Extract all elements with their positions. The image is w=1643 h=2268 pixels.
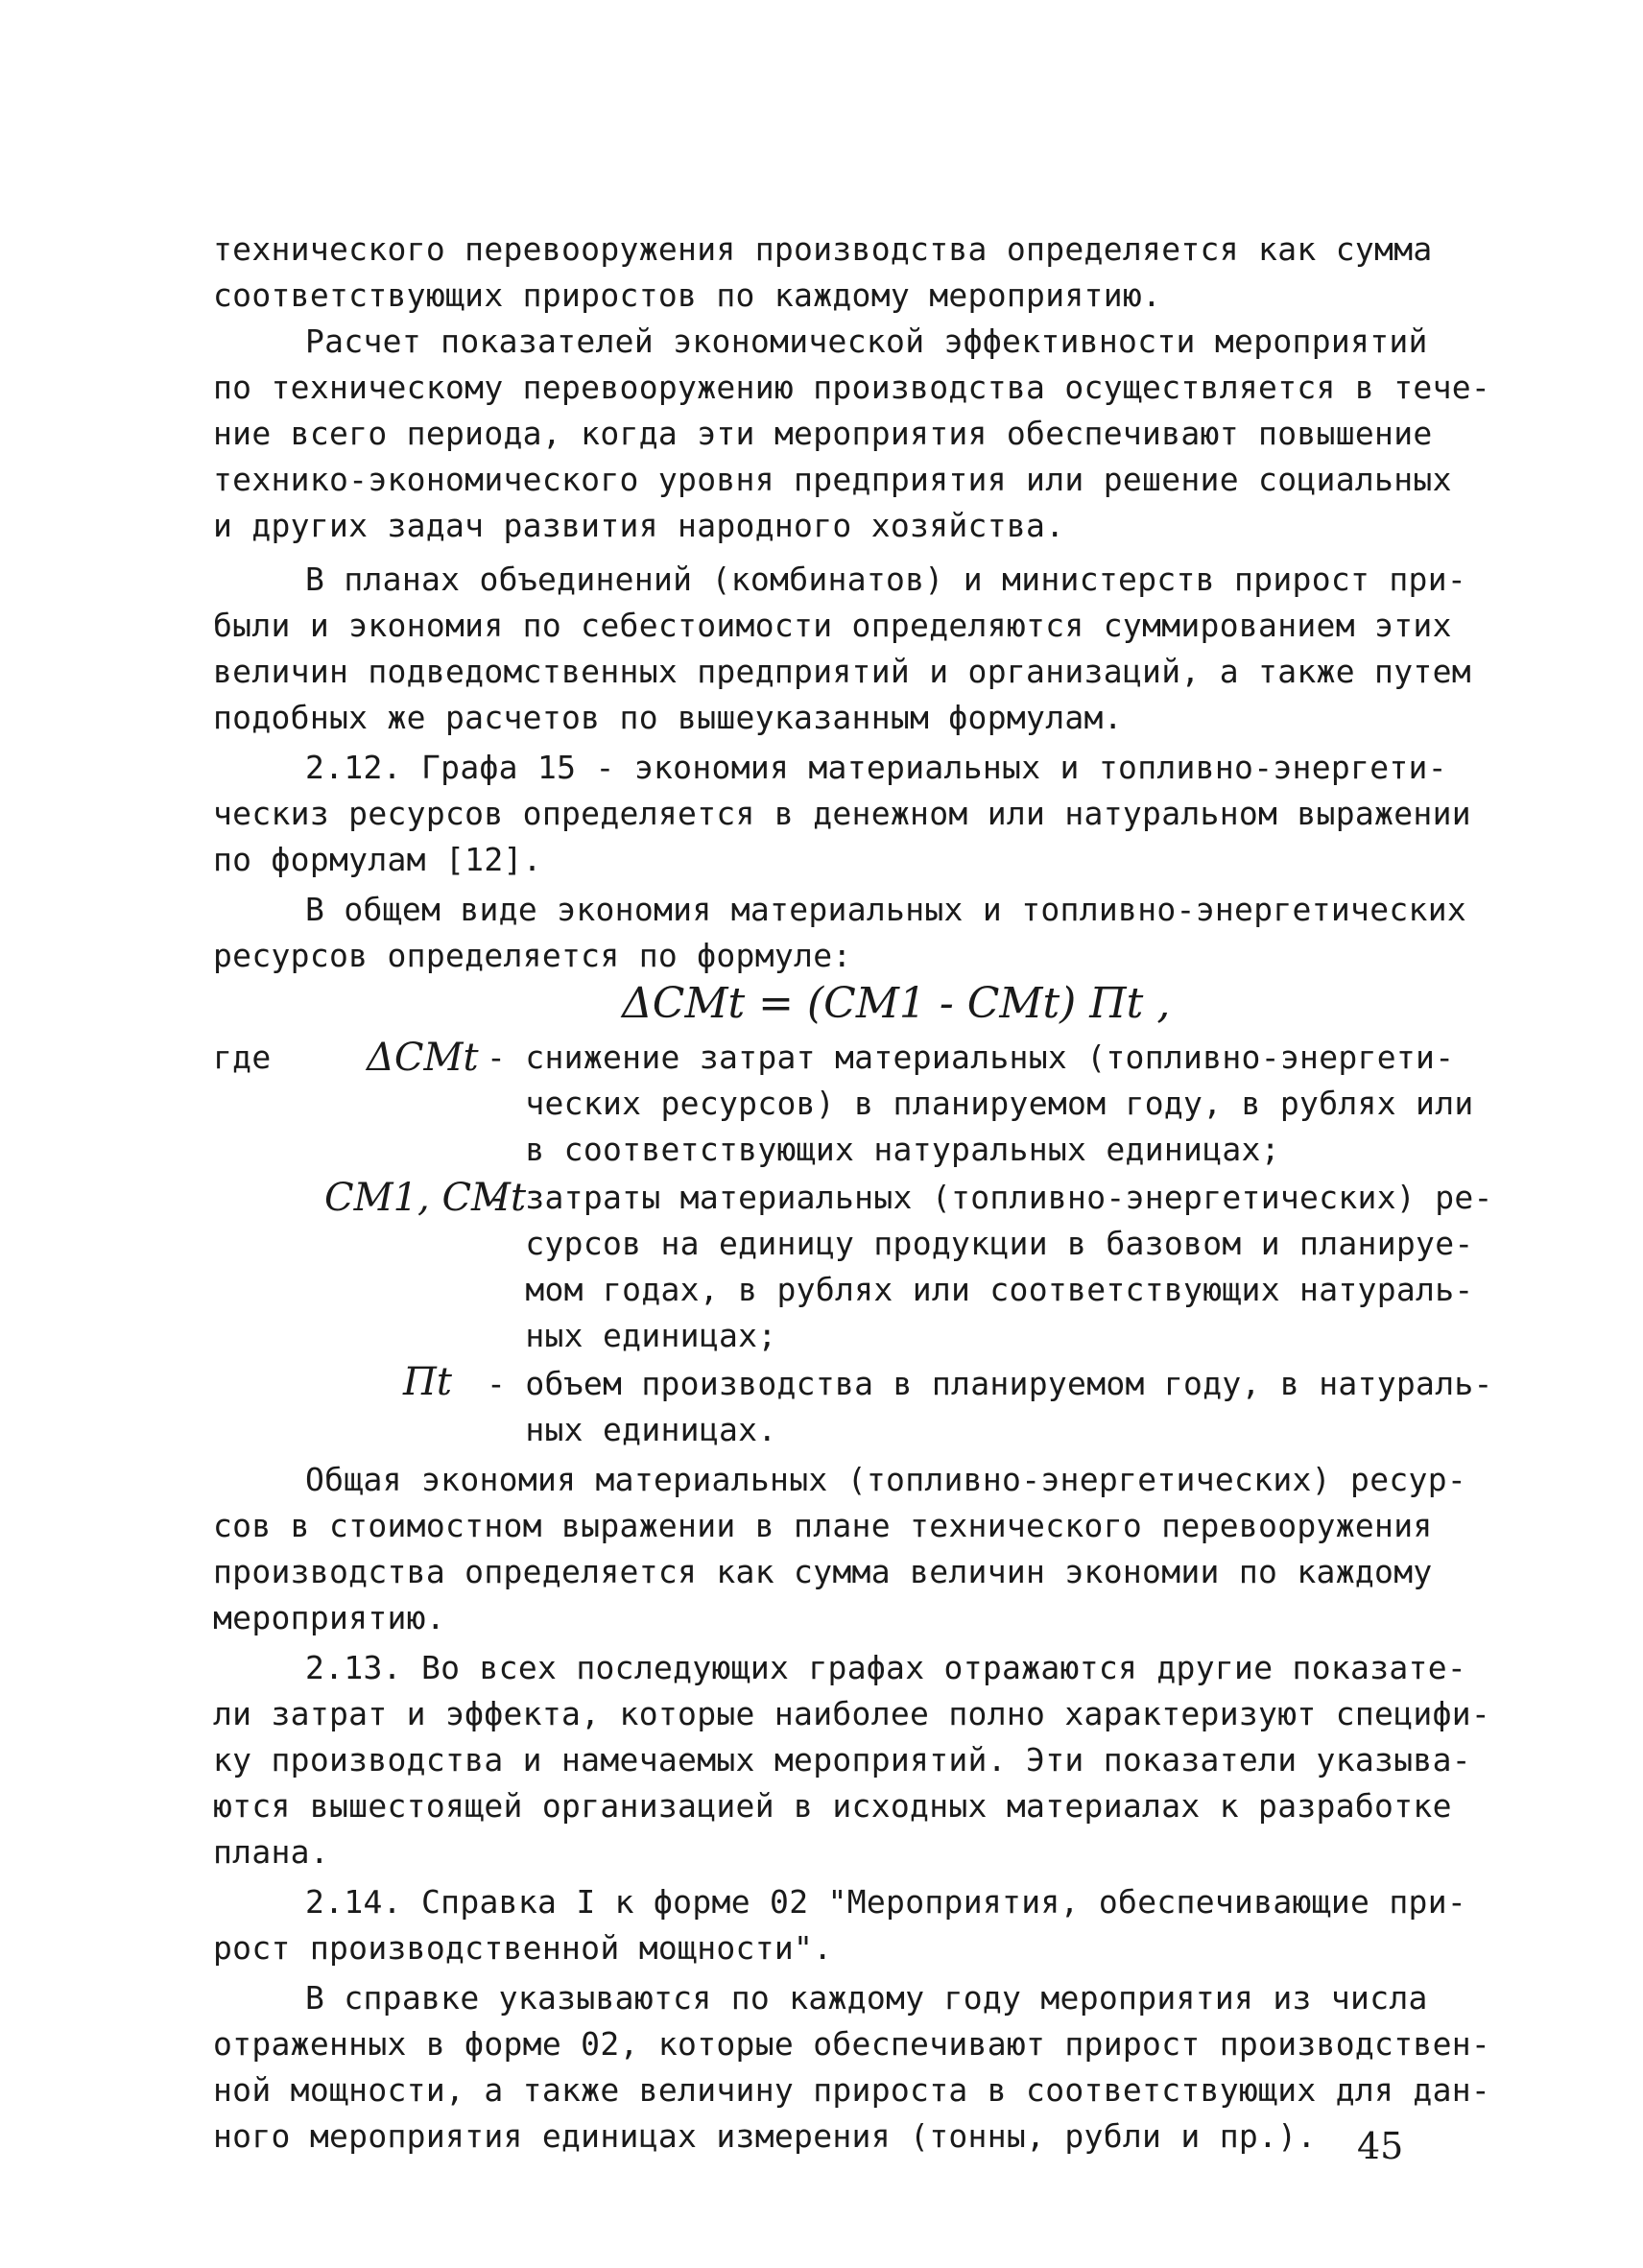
text-line: по формулам [12]. <box>213 841 542 878</box>
definition-symbol: ΔCMt <box>367 1036 479 1080</box>
text-line: плана. <box>213 1833 330 1871</box>
text-line: технического перевооружения производства определяется как сумма <box>213 230 1433 268</box>
text-line: В справке указываются по каждому году мероприятия из числа <box>305 1979 1428 2017</box>
definition-line: ных единицах. <box>487 1411 777 1448</box>
text-line: технико-экономического уровня предприятия или решение социальных <box>213 461 1452 498</box>
definition-line: ческих ресурсов) в планируемом году, в рублях или <box>487 1085 1474 1122</box>
text-line: мероприятию. <box>213 1599 446 1636</box>
text-line: ли затрат и эффекта, которые наиболее полно характеризуют специфи- <box>213 1695 1491 1732</box>
text-line: ресурсов определяется по формуле: <box>213 937 852 974</box>
text-line: ются вышестоящей организацией в исходных материалах к разработке <box>213 1787 1452 1825</box>
text-line: Расчет показателей экономической эффективности мероприятий <box>305 322 1428 360</box>
section-2-12-line: 2.12. Графа 15 - экономия материальных и топливно-энергети- <box>305 749 1447 786</box>
definition-line: ных единицах; <box>487 1317 777 1354</box>
text-line: сов в стоимостном выражении в плане технического перевооружения <box>213 1507 1433 1544</box>
definition-line: - снижение затрат материальных (топливно-энергети- <box>487 1039 1455 1076</box>
definition-line: - затраты материальных (топливно-энергетических) ре- <box>487 1179 1493 1216</box>
section-2-13-line: 2.13. Во всех последующих графах отражаются другие показате- <box>305 1649 1467 1686</box>
text-line: Общая экономия материальных (топливно-энергетических) ресур- <box>305 1461 1467 1498</box>
text-line: производства определяется как сумма величин экономии по каждому <box>213 1553 1433 1590</box>
text-line: ние всего периода, когда эти мероприятия обеспечивают повышение <box>213 415 1433 452</box>
definition-line: - объем производства в планируемом году, в натураль- <box>487 1365 1493 1402</box>
text-line: были и экономия по себестоимости определяются суммированием этих <box>213 607 1452 644</box>
text-line: рост производственной мощности". <box>213 1929 833 1967</box>
text-line: отраженных в форме 02, которые обеспечивают прирост производствен- <box>213 2025 1491 2063</box>
text-line: ной мощности, а также величину прироста в соответствующих для дан- <box>213 2071 1491 2109</box>
text-line: ческиз ресурсов определяется в денежном или натуральном выражении <box>213 795 1471 832</box>
definition-symbol: Пt <box>403 1360 452 1404</box>
definition-line: сурсов на единицу продукции в базовом и планируе- <box>487 1225 1474 1262</box>
text-line: В общем виде экономия материальных и топливно-энергетических <box>305 891 1467 928</box>
text-line: подобных же расчетов по вышеуказанным формулам. <box>213 699 1123 736</box>
where-label: где <box>213 1039 272 1076</box>
text-line: ного мероприятия единицах измерения (тонны, рубли и пр.). <box>213 2117 1317 2155</box>
text-line: соответствующих приростов по каждому мероприятию. <box>213 276 1162 314</box>
text-line: и других задач развития народного хозяйства. <box>213 507 1065 544</box>
definition-symbol: CM1, CMt <box>324 1176 527 1220</box>
section-2-14-line: 2.14. Справка I к форме 02 "Мероприятия, обеспечивающие при- <box>305 1883 1467 1921</box>
definition-line: в соответствующих натуральных единицах; <box>487 1131 1280 1168</box>
page-number: 45 <box>1357 2125 1404 2167</box>
text-line: по техническому перевооружению производства осуществляется в тече- <box>213 369 1491 406</box>
formula: ΔCMt = (CM1 - CMt) Пt , <box>622 979 1171 1028</box>
definition-line: мом годах, в рублях или соответствующих натураль- <box>487 1271 1474 1308</box>
text-line: величин подведомственных предприятий и организаций, а также путем <box>213 653 1471 690</box>
text-line: В планах объединений (комбинатов) и министерств прирост при- <box>305 561 1467 598</box>
text-line: ку производства и намечаемых мероприятий. Эти показатели указыва- <box>213 1741 1471 1779</box>
